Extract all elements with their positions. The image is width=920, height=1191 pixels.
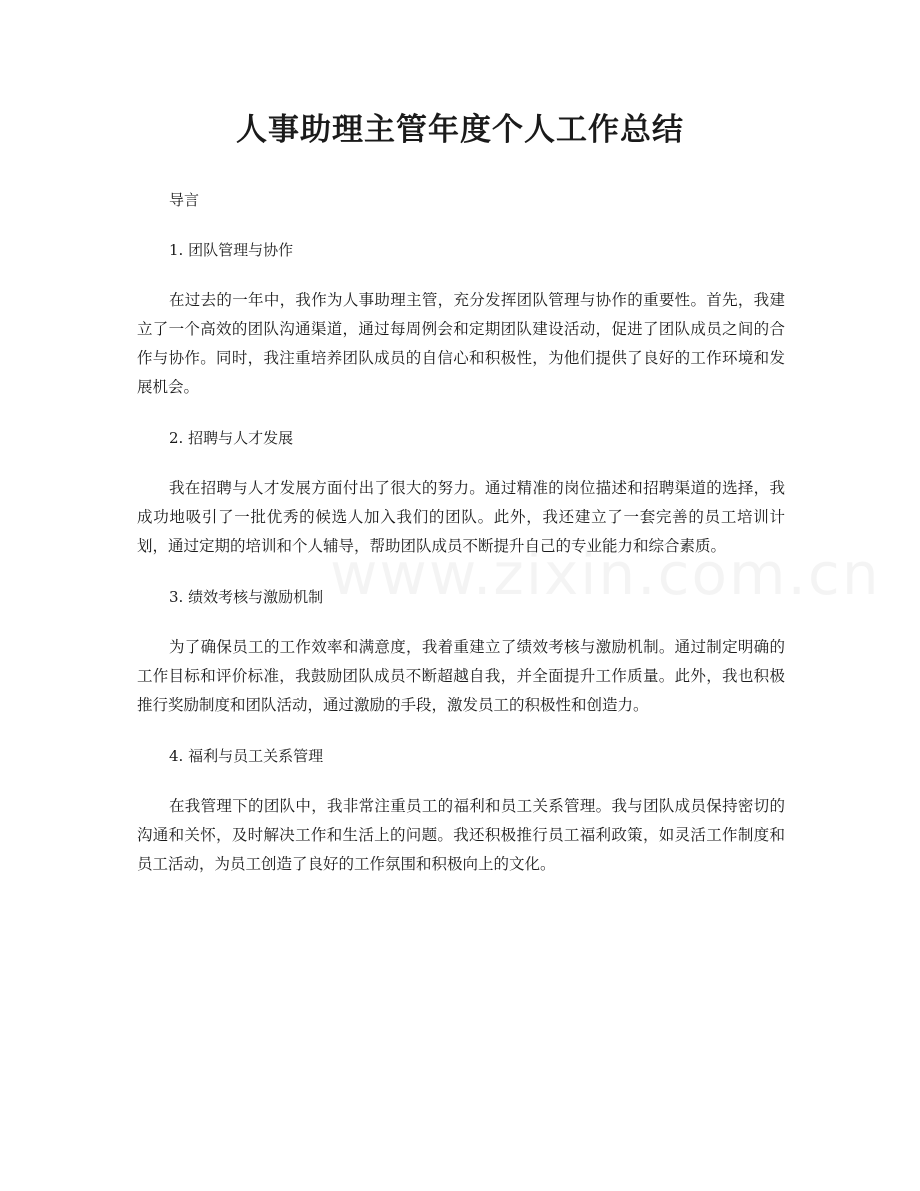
section-heading-4: 4. 福利与员工关系管理 [169,747,324,765]
section-paragraph-3: 为了确保员工的工作效率和满意度，我着重建立了绩效考核与激励机制。通过制定明确的工作目标和评价标准，我鼓励团队成员不断超越自我，并全面提升工作质量。此外，我也积极推行奖励制度和团队活动，通过激励的手段，激发员工的积极性和创造力。 [137,638,785,714]
document-body [137,186,785,879]
document-title: 人事助理主管年度个人工作总结 [236,112,684,148]
section-heading-2: 2. 招聘与人才发展 [169,429,294,447]
section-heading-3: 3. 绩效考核与激励机制 [169,588,324,606]
section-heading-1: 1. 团队管理与协作 [169,241,294,259]
section-paragraph-4: 在我管理下的团队中，我非常注重员工的福利和员工关系管理。我与团队成员保持密切的沟通和关怀，及时解决工作和生活上的问题。我还积极推行员工福利政策，如灵活工作制度和员工活动，为员工创造了良好的工作氛围和积极向上的文化。 [137,797,785,873]
section-paragraph-2: 我在招聘与人才发展方面付出了很大的努力。通过精准的岗位描述和招聘渠道的选择，我成功地吸引了一批优秀的候选人加入我们的团队。此外，我还建立了一套完善的员工培训计划，通过定期的培训和个人辅导，帮助团队成员不断提升自己的专业能力和综合素质。 [137,479,785,555]
intro-heading: 导言 [169,191,200,209]
section-paragraph-1: 在过去的一年中，我作为人事助理主管，充分发挥团队管理与协作的重要性。首先，我建立了一个高效的团队沟通渠道，通过每周例会和定期团队建设活动，促进了团队成员之间的合作与协作。同时，我注重培养团队成员的自信心和积极性，为他们提供了良好的工作环境和发展机会。 [137,291,785,396]
